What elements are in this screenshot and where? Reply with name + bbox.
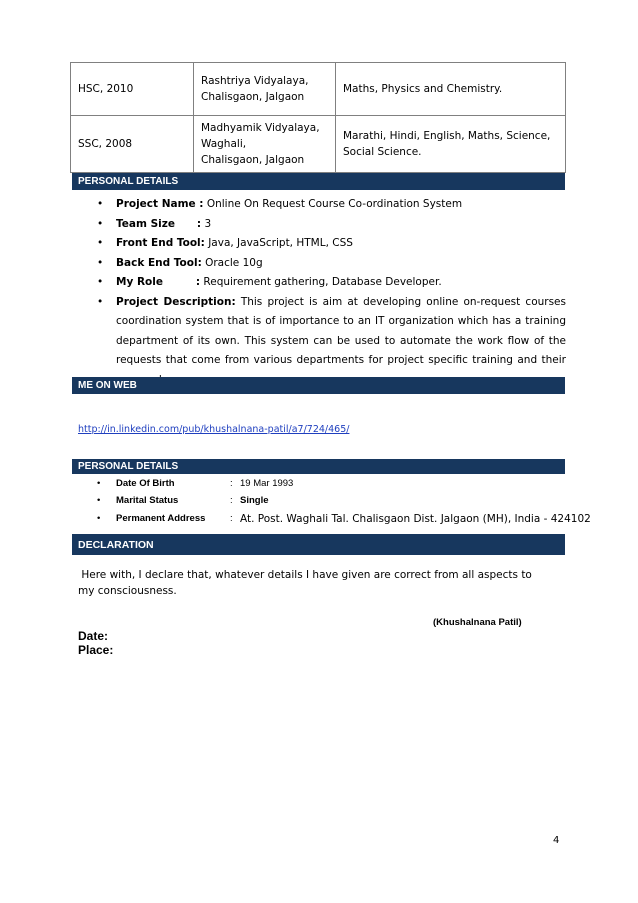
- qualification-cell: SSC, 2008: [71, 116, 194, 173]
- personal-row-address: • Permanent Address : At. Post. Waghali Tal. Chalisgaon Dist. Jalgaon (MH), India - 424102: [97, 513, 591, 525]
- date-label: Date:: [78, 629, 109, 643]
- personal-row-dob: • Date Of Birth : 19 Mar 1993: [97, 478, 294, 489]
- section-header-personal: PERSONAL DETAILS: [72, 459, 565, 474]
- list-item: • Front End Tool: Java, JavaScript, HTML, CSS: [97, 237, 353, 249]
- signature-name: (Khushalnana Patil): [433, 617, 522, 628]
- list-item: • Project Name : Online On Request Course Co-ordination System: [97, 198, 463, 210]
- section-header-project: PERSONAL DETAILS: [72, 173, 565, 190]
- place-label: Place:: [78, 643, 114, 657]
- table-row: [71, 116, 566, 173]
- section-header-web: ME ON WEB: [72, 377, 565, 394]
- education-table: [70, 62, 566, 173]
- linkedin-link[interactable]: http://in.linkedin.com/pub/khushalnana-patil/a7/724/465/: [78, 424, 350, 435]
- list-item: • Team Size : 3: [97, 217, 212, 230]
- subjects-cell: Maths, Physics and Chemistry.: [336, 63, 566, 116]
- declaration-text: Here with, I declare that, whatever details I have given are correct from all aspects to my consciousness.: [78, 569, 536, 597]
- school-cell: Madhyamik Vidyalaya, Waghali, Chalisgaon, Jalgaon: [194, 116, 336, 173]
- personal-row-marital: • Marital Status : Single: [97, 495, 269, 506]
- section-header-declaration: DECLARATION: [72, 534, 565, 555]
- list-item: • My Role : Requirement gathering, Database Developer.: [97, 276, 442, 288]
- list-item: • Project Description: This project is aim at developing online on-request courses coordination system that is of importance to an IT organization which has a training department of its own. This system can be used to automate the work flow of the requests that come from various departments for project specific training and their: [97, 295, 566, 366]
- subjects-cell: Marathi, Hindi, English, Maths, Science, Social Science.: [336, 116, 566, 173]
- school-cell: Rashtriya Vidyalaya, Chalisgaon, Jalgaon: [194, 63, 336, 116]
- project-details-list: [96, 195, 566, 390]
- qualification-cell: HSC, 2010: [71, 63, 194, 116]
- page-number: 4: [553, 835, 560, 846]
- list-item: • Back End Tool: Oracle 10g: [97, 256, 263, 269]
- table-row: [71, 63, 566, 116]
